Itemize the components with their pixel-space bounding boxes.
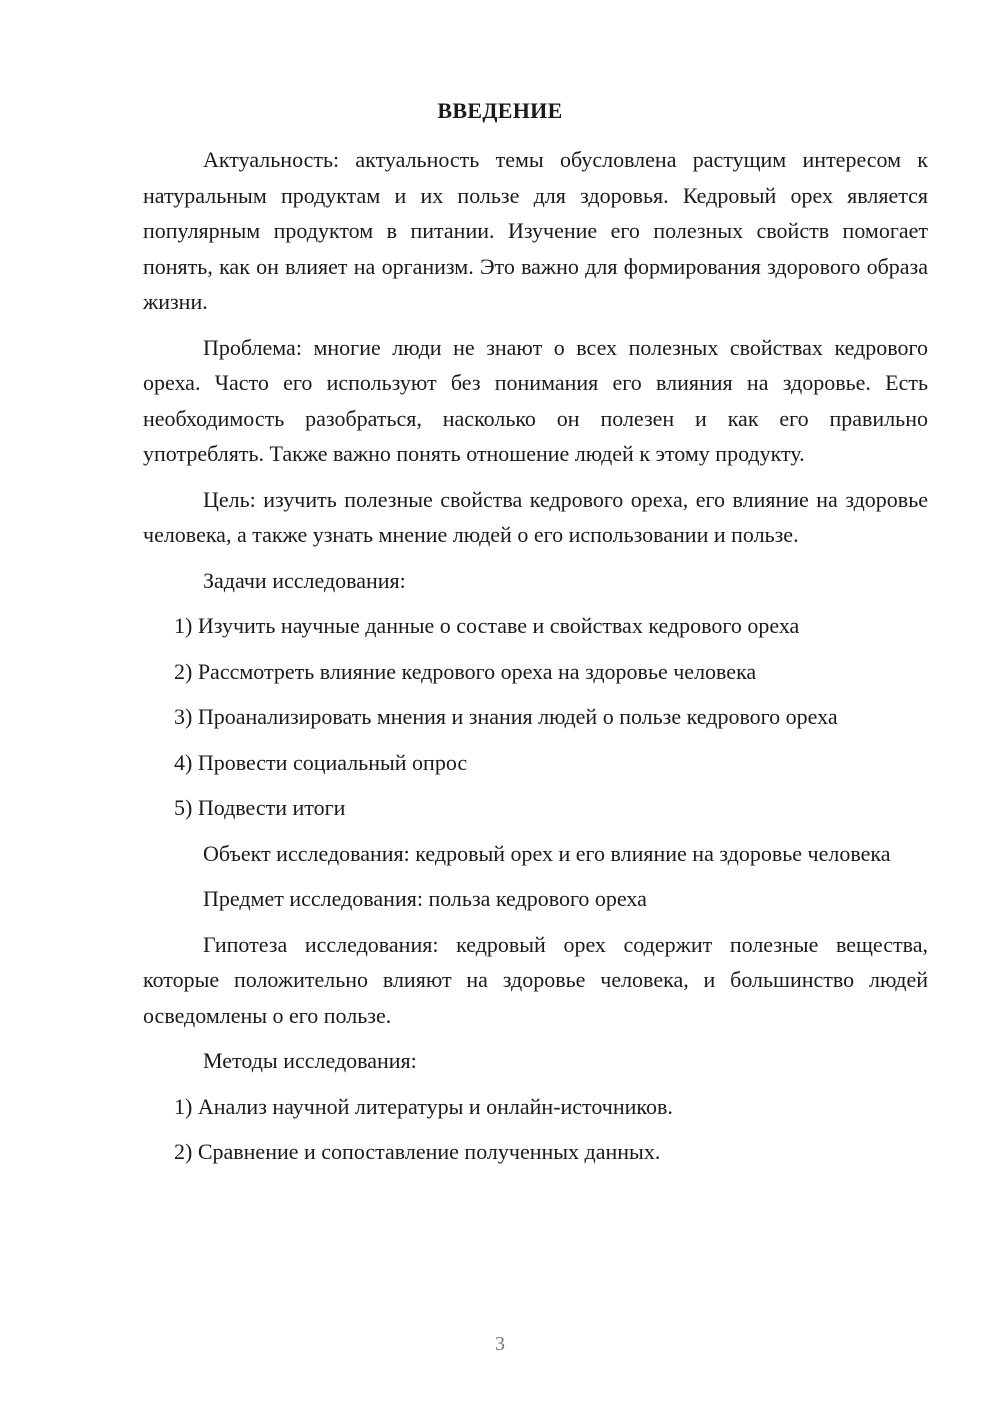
task-item-1: 1) Изучить научные данные о составе и свойствах кедрового ореха [174, 613, 800, 638]
paragraph-problem: Проблема: многие люди не знают о всех полезных свойствах кедрового ореха. Часто его используют без понимания его влияния на здоровье. Есть необходимость разобраться, насколько он полезен и как его правильно употреблять. Также важно понять отношение людей к этому продукту. [143, 334, 928, 466]
method-item-2: 2) Сравнение и сопоставление полученных данных. [174, 1139, 661, 1164]
paragraph-relevance: Актуальность: актуальность темы обусловлена растущим интересом к натуральным продуктам и их пользе для здоровья. Кедровый орех является популярным продуктом в питании. Изучение его полезных свойств помогает понять, как он влияет на организм. Это важно для формирования здорового образа жизни. [143, 147, 928, 314]
methods-heading: Методы исследования: [203, 1048, 417, 1073]
task-item-5: 5) Подвести итоги [174, 795, 346, 820]
method-item-1: 1) Анализ научной литературы и онлайн-источников. [174, 1093, 673, 1119]
paragraph-hypothesis: Гипотеза исследования: кедровый орех содержит полезные вещества, которые положительно влияют на здоровье человека, и большинство людей осведомлены о его пользе. [143, 931, 928, 1028]
task-item-4: 4) Провести социальный опрос [174, 749, 468, 775]
paragraph-goal: Цель: изучить полезные свойства кедрового ореха, его влияние на здоровье человека, а также узнать мнение людей о его использовании и пользе. [143, 486, 928, 547]
page-title: ВВЕДЕНИЕ [437, 98, 563, 123]
page-number: 3 [495, 1333, 505, 1355]
paragraph-subject: Предмет исследования: польза кедрового ореха [203, 886, 647, 911]
document-body [143, 142, 928, 1170]
task-item-2: 2) Рассмотреть влияние кедрового ореха на здоровье человека [174, 658, 757, 684]
tasks-heading: Задачи исследования: [203, 567, 406, 593]
task-item-3: 3) Проанализировать мнения и знания людей о пользе кедрового ореха [174, 704, 838, 729]
paragraph-object: Объект исследования: кедровый орех и его влияние на здоровье человека [203, 840, 891, 866]
